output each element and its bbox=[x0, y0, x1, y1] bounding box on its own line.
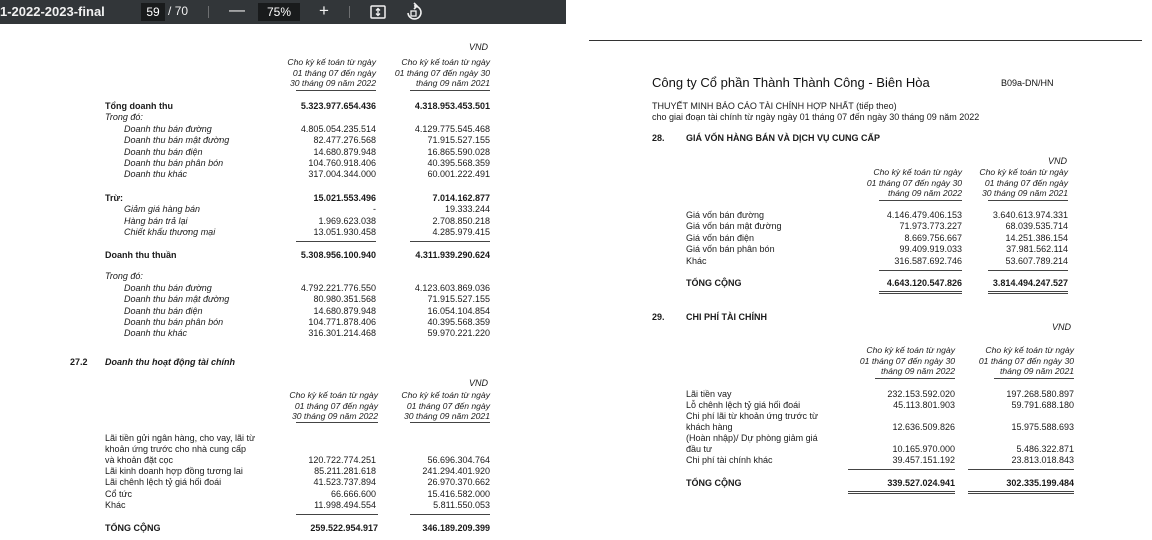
column-header-2021: Cho kỳ kế toán từ ngày 01 tháng 07 đến ngày 30 tháng 09 năm 2021 bbox=[401, 390, 490, 421]
cogs-row-label: Giá vốn bán mật đường bbox=[686, 221, 782, 232]
finance-cost-value-2021: 15.975.588.693 bbox=[1011, 422, 1074, 432]
net-revenue-row-value-2022: 5.308.956.100.940 bbox=[300, 250, 376, 260]
total-value-2022: 4.643.120.547.826 bbox=[886, 278, 962, 288]
cogs-row-value-2022: 8.669.756.667 bbox=[904, 232, 962, 243]
deduction-row-label: Chiết khấu thương mại bbox=[124, 227, 216, 238]
deduction-row-value-2021: 19.333.244 bbox=[444, 204, 490, 215]
deduction-row-value-2021: 4.285.979.415 bbox=[432, 227, 490, 238]
financial-income-row-value-2021: 26.970.370.662 bbox=[427, 477, 490, 488]
revenue-row-label: Doanh thu khác bbox=[124, 169, 188, 180]
total-value-2021: 302.335.199.484 bbox=[1006, 478, 1074, 488]
revenue-row-value-2022: 82.477.276.568 bbox=[313, 135, 376, 146]
revenue-row-value-2022: 317.004.344.000 bbox=[308, 169, 376, 180]
financial-income-row-label: Khác bbox=[105, 500, 126, 511]
revenue-row-label: Doanh thu bán phân bón bbox=[124, 158, 224, 168]
financial-income-row-value-2021: 5.811.550.053 bbox=[433, 500, 490, 511]
company-name: Công ty Cổ phần Thành Thành Công - Biên Hòa bbox=[652, 75, 930, 90]
financial-income-row-value-2021: 15.416.582.000 bbox=[427, 488, 490, 499]
subtotal-rule bbox=[410, 514, 490, 515]
net-revenue-row-value-2022: 14.680.879.948 bbox=[313, 305, 376, 316]
net-revenue-row-value-2021: 4.311.939.290.624 bbox=[415, 250, 490, 260]
finance-cost-value-2021: 5.486.322.871 bbox=[1016, 444, 1074, 454]
financial-income-row-value-2022: 85.211.281.618 bbox=[314, 466, 376, 476]
total-value-2021: 346.189.209.399 bbox=[422, 523, 490, 533]
double-rule bbox=[968, 491, 1074, 492]
section-number: 29. bbox=[652, 312, 665, 322]
total-label: TỔNG CỘNG bbox=[686, 478, 742, 488]
column-header-2021: Cho kỳ kế toán từ ngày 01 tháng 07 đến ngày 30 tháng 09 năm 2021 bbox=[979, 167, 1068, 198]
notes-title: THUYẾT MINH BÁO CÁO TÀI CHÍNH HỢP NHẤT (tiếp theo) bbox=[652, 101, 897, 111]
net-revenue-row-value-2021: 71.915.527.155 bbox=[427, 294, 490, 305]
net-revenue-row-value-2021: 4.123.603.869.036 bbox=[414, 282, 490, 293]
currency-label: VND bbox=[1052, 322, 1072, 332]
deduction-row-label: Hàng bán trả lại bbox=[124, 215, 188, 226]
header-rule bbox=[296, 422, 378, 423]
column-header-2022: Cho kỳ kế toán từ ngày 01 tháng 07 đến ngày 30 tháng 09 năm 2022 bbox=[287, 57, 376, 88]
currency-label: VND bbox=[469, 42, 489, 52]
double-rule bbox=[879, 293, 962, 294]
net-revenue-row-value-2022: 316.301.214.468 bbox=[308, 328, 376, 339]
cogs-row-label: Giá vốn bán điện bbox=[686, 232, 755, 243]
revenue-row-value-2022: 5.323.977.654.436 bbox=[300, 101, 376, 111]
financial-income-value-2022: 120.722.774.251 bbox=[308, 455, 376, 465]
net-revenue-row-label: Doanh thu bán điện bbox=[124, 305, 203, 316]
toolbar-divider bbox=[208, 6, 209, 18]
finance-cost-label: Chi phí tài chính khác bbox=[686, 455, 773, 465]
total-value-2022: 259.522.954.917 bbox=[310, 523, 378, 533]
deduction-row-label: Giảm giá hàng bán bbox=[124, 204, 201, 215]
revenue-row-label: Doanh thu bán đường bbox=[124, 123, 212, 134]
finance-cost-row-label: Lãi tiền vay bbox=[686, 389, 732, 399]
cogs-row-label: Giá vốn bán phân bón bbox=[686, 244, 775, 255]
double-rule bbox=[848, 491, 955, 492]
total-label: TỔNG CỘNG bbox=[686, 278, 742, 288]
toolbar-divider bbox=[349, 6, 350, 18]
subtotal-rule bbox=[296, 514, 378, 515]
section-number: 28. bbox=[652, 133, 665, 143]
total-value-2021: 3.814.494.247.527 bbox=[992, 278, 1068, 288]
zoom-out-button[interactable]: — bbox=[229, 2, 245, 19]
revenue-row-value-2022: 14.680.879.948 bbox=[313, 146, 376, 157]
financial-income-row-value-2022: 11.998.494.554 bbox=[314, 500, 376, 511]
finance-cost-row-value-2021: 197.268.580.897 bbox=[1006, 389, 1074, 399]
header-rule bbox=[879, 200, 962, 201]
column-header-2021: Cho kỳ kế toán từ ngày 01 tháng 07 đến ngày 30 tháng 09 năm 2021 bbox=[394, 57, 490, 88]
header-rule bbox=[988, 200, 1068, 201]
zoom-in-button[interactable]: + bbox=[319, 1, 329, 20]
net-revenue-row-label: Doanh thu khác bbox=[124, 328, 188, 339]
double-rule bbox=[988, 293, 1068, 294]
revenue-row-label: Trong đó: bbox=[105, 112, 143, 123]
financial-income-row-label: Cổ tức bbox=[105, 488, 133, 499]
zoom-level-input[interactable]: 75% bbox=[258, 3, 300, 21]
deduction-row-value-2022: 13.051.930.458 bbox=[313, 227, 376, 238]
cogs-row-value-2022: 99.409.919.033 bbox=[899, 244, 962, 255]
net-revenue-row-label: Doanh thu thuần bbox=[105, 250, 177, 260]
cogs-row-value-2021: 3.640.613.974.331 bbox=[992, 210, 1068, 220]
header-rule bbox=[994, 378, 1074, 379]
page-total: 70 bbox=[174, 4, 189, 18]
double-rule bbox=[968, 493, 1074, 494]
cogs-row-value-2022: 71.973.773.227 bbox=[899, 221, 962, 232]
header-rule bbox=[875, 378, 955, 379]
form-code: B09a-DN/HN bbox=[1001, 78, 1054, 88]
net-revenue-row-value-2021: 59.970.221.220 bbox=[427, 328, 490, 339]
total-label: TỔNG CỘNG bbox=[105, 523, 161, 533]
header-rule bbox=[410, 422, 490, 423]
double-rule bbox=[988, 291, 1068, 292]
cogs-row-value-2021: 68.039.535.714 bbox=[1005, 221, 1068, 232]
revenue-row-value-2021: 4.129.775.545.468 bbox=[414, 123, 490, 134]
page-gap bbox=[566, 0, 588, 540]
net-revenue-row-value-2021: 16.054.104.854 bbox=[427, 305, 490, 316]
net-revenue-row-value-2022: 4.792.221.776.550 bbox=[300, 282, 376, 293]
finance-cost-row-value-2021: 59.791.688.180 bbox=[1011, 400, 1074, 411]
deduction-row-value-2022: 15.021.553.496 bbox=[313, 193, 376, 203]
deduction-row-value-2022: 1.969.623.038 bbox=[318, 215, 376, 226]
financial-income-first-label: Lãi tiền gửi ngân hàng, cho vay, lãi từ khoản ứng trước cho nhà cung cấp và khoản đặt cọc bbox=[105, 433, 255, 465]
section-title: CHI PHÍ TÀI CHÍNH bbox=[686, 312, 767, 322]
section-title: Doanh thu hoạt động tài chính bbox=[105, 357, 235, 367]
subtotal-rule bbox=[410, 241, 490, 242]
finance-cost-label: (Hoàn nhập)/ Dự phòng giảm giá đầu tư bbox=[686, 433, 818, 454]
deduction-row-value-2021: 7.014.162.877 bbox=[432, 193, 490, 203]
currency-label: VND bbox=[469, 378, 489, 388]
revenue-row-value-2021: 71.915.527.155 bbox=[427, 135, 490, 146]
page-top-rule bbox=[589, 40, 1142, 41]
finance-cost-row-label: Lỗ chênh lệch tỷ giá hối đoái bbox=[686, 400, 801, 411]
cogs-row-value-2022: 316.587.692.746 bbox=[894, 255, 962, 266]
cogs-row-label: Giá vốn bán đường bbox=[686, 210, 764, 220]
column-header-2022: Cho kỳ kế toán từ ngày 01 tháng 07 đến ngày 30 tháng 09 năm 2022 bbox=[866, 167, 962, 198]
deduction-row-value-2022: - bbox=[373, 204, 376, 215]
revenue-row-label: Doanh thu bán mật đường bbox=[124, 135, 230, 146]
column-header-2021: Cho kỳ kế toán từ ngày 01 tháng 07 đến ngày 30 tháng 09 năm 2021 bbox=[978, 345, 1074, 376]
revenue-row-value-2021: 16.865.590.028 bbox=[427, 146, 490, 157]
fit-page-icon[interactable] bbox=[369, 3, 387, 21]
subtotal-rule bbox=[988, 270, 1068, 271]
section-title: GIÁ VỐN HÀNG BÁN VÀ DỊCH VỤ CUNG CẤP bbox=[686, 133, 881, 143]
cogs-row-label: Khác bbox=[686, 255, 707, 266]
column-header-2022: Cho kỳ kế toán từ ngày 01 tháng 07 đến ngày 30 tháng 09 năm 2022 bbox=[289, 390, 378, 421]
subtotal-rule bbox=[879, 270, 962, 271]
net-revenue-row-label: Doanh thu bán đường bbox=[124, 282, 212, 293]
rotate-icon[interactable] bbox=[404, 2, 424, 22]
revenue-row-value-2022: 4.805.054.235.514 bbox=[300, 123, 376, 134]
subtotal-rule bbox=[848, 469, 955, 470]
finance-cost-label: Chi phí lãi từ khoản ứng trước từ khách hàng bbox=[686, 411, 819, 432]
financial-income-row-label: Lãi kinh doanh hợp đồng tương lai bbox=[105, 466, 243, 476]
net-revenue-row-value-2021: 40.395.568.359 bbox=[427, 317, 490, 327]
revenue-row-label: Doanh thu bán điện bbox=[124, 146, 203, 157]
subtotal-rule bbox=[968, 469, 1074, 470]
financial-income-value-2021: 56.696.304.764 bbox=[427, 455, 490, 465]
financial-income-row-value-2021: 241.294.401.920 bbox=[422, 466, 490, 476]
finance-cost-value-2022: 39.457.151.192 bbox=[892, 455, 955, 465]
notes-period: cho giai đoạn tài chính từ ngày ngày 01 tháng 07 đến ngày 30 tháng 09 năm 2022 bbox=[652, 112, 980, 122]
page-number-input[interactable]: 59 bbox=[141, 3, 165, 21]
finance-cost-row-value-2022: 232.153.592.020 bbox=[887, 389, 955, 399]
deduction-row-label: Trừ: bbox=[105, 193, 124, 203]
cogs-row-value-2021: 14.251.386.154 bbox=[1005, 232, 1068, 243]
currency-label: VND bbox=[1048, 156, 1068, 166]
revenue-row-value-2021: 60.001.222.491 bbox=[427, 169, 490, 180]
double-rule bbox=[848, 493, 955, 494]
cogs-row-value-2021: 53.607.789.214 bbox=[1005, 255, 1068, 266]
document-title: 1-2022-2023-final bbox=[0, 4, 105, 19]
subtotal-rule bbox=[296, 241, 376, 242]
revenue-row-value-2022: 104.760.918.406 bbox=[308, 158, 376, 168]
page-total-label bbox=[168, 4, 188, 18]
net-revenue-row-value-2022: 104.771.878.406 bbox=[308, 317, 376, 327]
finance-cost-value-2021: 23.813.018.843 bbox=[1011, 455, 1074, 465]
net-revenue-row-label: Doanh thu bán mật đường bbox=[124, 294, 230, 305]
finance-cost-row-value-2022: 45.113.801.903 bbox=[893, 400, 955, 411]
net-revenue-row-label: Trong đó: bbox=[105, 271, 143, 282]
pdf-toolbar bbox=[0, 0, 566, 24]
header-rule bbox=[296, 90, 376, 91]
net-revenue-row-value-2022: 80.980.351.568 bbox=[313, 294, 376, 305]
deduction-row-value-2021: 2.708.850.218 bbox=[432, 215, 490, 226]
financial-income-row-value-2022: 66.666.600 bbox=[330, 488, 376, 499]
double-rule bbox=[879, 291, 962, 292]
net-revenue-row-label: Doanh thu bán phân bón bbox=[124, 317, 224, 327]
column-header-2022: Cho kỳ kế toán từ ngày 01 tháng 07 đến ngày 30 tháng 09 năm 2022 bbox=[859, 345, 955, 376]
finance-cost-value-2022: 10.165.970.000 bbox=[892, 444, 955, 454]
financial-income-row-value-2022: 41.523.737.894 bbox=[313, 477, 376, 488]
cogs-row-value-2022: 4.146.479.406.153 bbox=[886, 210, 962, 220]
financial-income-row-label: Lãi chênh lệch tỷ giá hối đoái bbox=[105, 477, 222, 488]
cogs-row-value-2021: 37.981.562.114 bbox=[1006, 244, 1068, 255]
revenue-row-value-2021: 4.318.953.453.501 bbox=[414, 101, 490, 111]
revenue-row-value-2021: 40.395.568.359 bbox=[427, 158, 490, 168]
page-separator: / bbox=[168, 4, 172, 18]
header-rule bbox=[410, 90, 490, 91]
finance-cost-value-2022: 12.636.509.826 bbox=[892, 422, 955, 432]
section-number: 27.2 bbox=[70, 357, 88, 367]
revenue-row-label: Tổng doanh thu bbox=[105, 101, 173, 111]
total-value-2022: 339.527.024.941 bbox=[887, 478, 955, 488]
